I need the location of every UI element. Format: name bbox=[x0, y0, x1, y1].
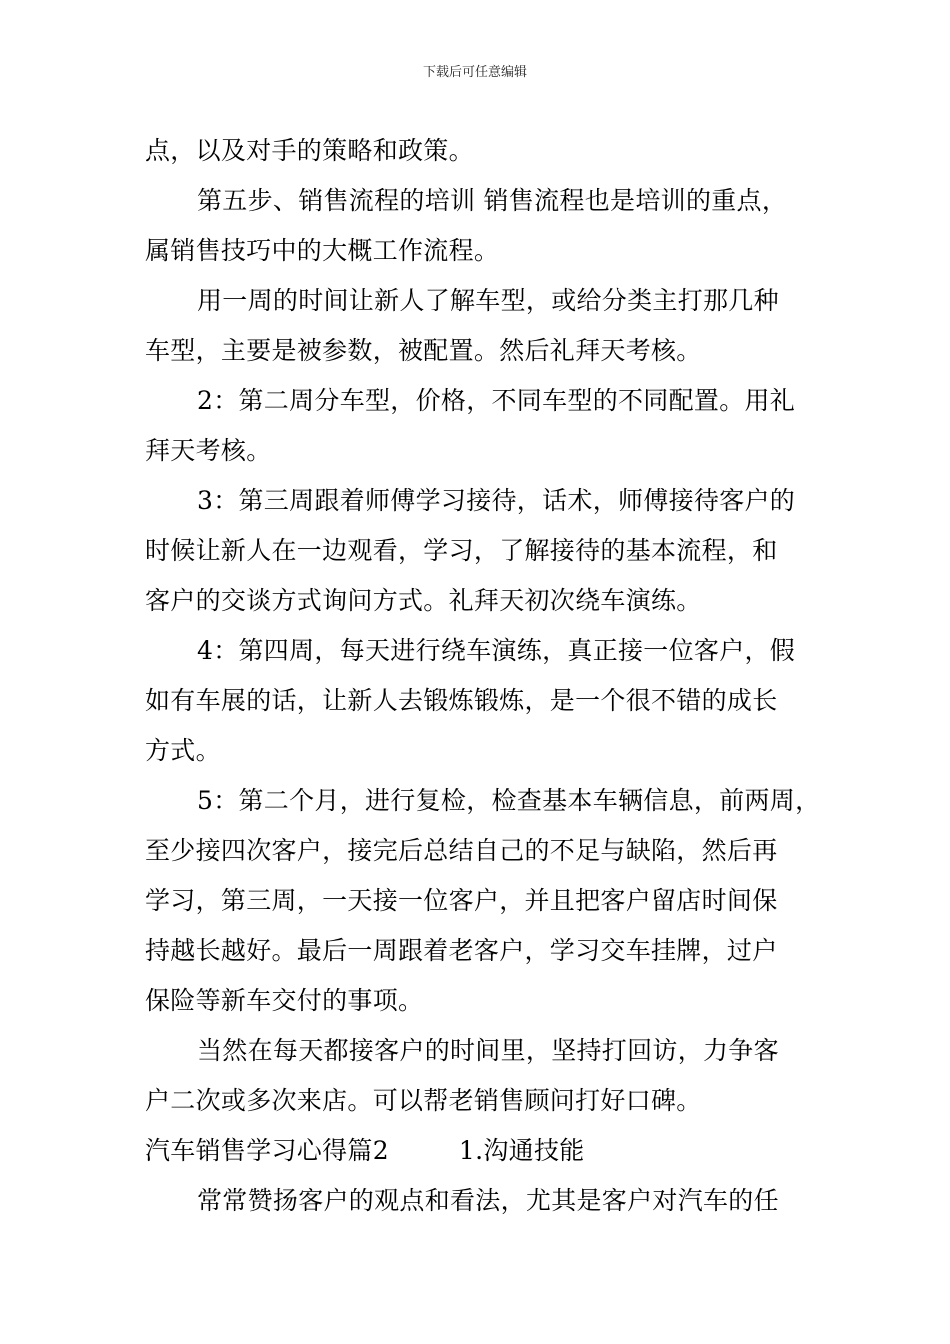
text-line: 车型，主要是被参数，被配置。然后礼拜天考核。 bbox=[145, 336, 702, 365]
text-line: 2：第二周分车型，价格，不同车型的不同配置。用礼 bbox=[197, 386, 796, 415]
document-body bbox=[145, 126, 821, 1226]
text-line: 属销售技巧中的大概工作流程。 bbox=[145, 236, 500, 265]
text-line: 户二次或多次来店。可以帮老销售顾问打好口碑。 bbox=[145, 1086, 702, 1115]
text-line: 客户的交谈方式询问方式。礼拜天初次绕车演练。 bbox=[145, 586, 702, 615]
text-line: 拜天考核。 bbox=[145, 436, 272, 465]
section-subtitle: 1.沟通技能 bbox=[458, 1136, 585, 1165]
text-line: 用一周的时间让新人了解车型，或给分类主打那几种 bbox=[197, 286, 779, 315]
text-line: 点，以及对手的策略和政策。 bbox=[145, 136, 474, 165]
text-line: 保险等新车交付的事项。 bbox=[145, 986, 424, 1015]
text-line: 5：第二个月，进行复检，检查基本车辆信息，前两周， bbox=[197, 786, 821, 815]
page-header: 下载后可任意编辑 bbox=[422, 65, 527, 80]
text-line: 时候让新人在一边观看，学习，了解接待的基本流程，和 bbox=[145, 536, 778, 565]
text-line: 第五步、销售流程的培训 销售流程也是培训的重点， bbox=[197, 186, 788, 215]
text-line: 持越长越好。最后一周跟着老客户，学习交车挂牌，过户 bbox=[145, 936, 778, 965]
text-line: 常常赞扬客户的观点和看法，尤其是客户对汽车的任 bbox=[197, 1186, 779, 1215]
text-line: 如有车展的话，让新人去锻炼锻炼，是一个很不错的成长 bbox=[145, 686, 778, 715]
text-line: 至少接四次客户，接完后总结自己的不足与缺陷，然后再 bbox=[145, 836, 778, 865]
text-line: 当然在每天都接客户的时间里，坚持打回访，力争客 bbox=[197, 1036, 779, 1065]
text-line: 方式。 bbox=[145, 736, 221, 765]
text-line: 学习，第三周，一天接一位客户，并且把客户留店时间保 bbox=[145, 886, 778, 915]
section-heading bbox=[145, 1126, 815, 1176]
section-title: 汽车销售学习心得篇2 bbox=[145, 1136, 389, 1165]
text-line: 3：第三周跟着师傅学习接待，话术，师傅接待客户的 bbox=[197, 486, 796, 515]
text-line: 4：第四周，每天进行绕车演练，真正接一位客户，假 bbox=[197, 636, 796, 665]
